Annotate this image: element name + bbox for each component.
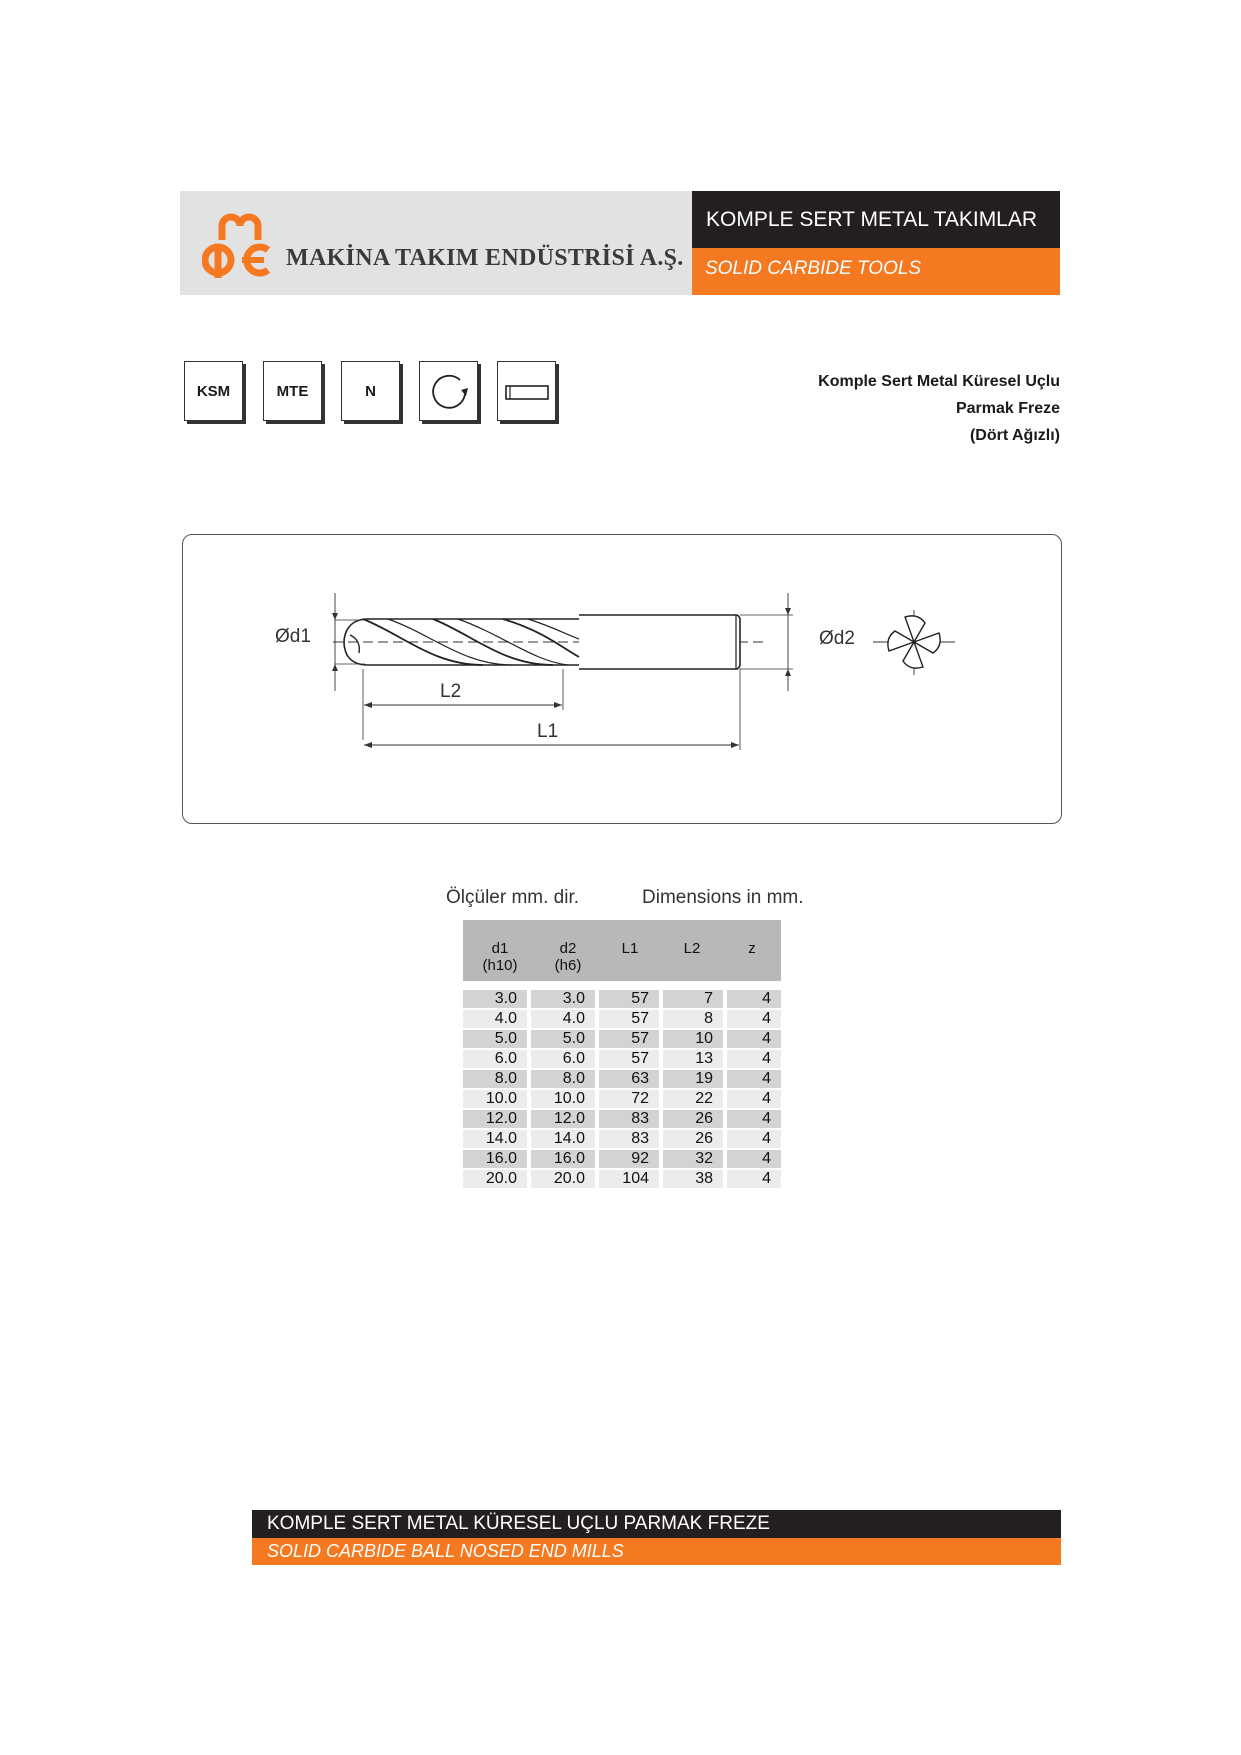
table-cell: 7	[663, 990, 723, 1008]
col-header-d2: d2 (h6)	[554, 940, 582, 974]
table-cell: 57	[599, 1030, 659, 1048]
product-title-line-1: Komple Sert Metal Küresel Uçlu	[818, 373, 1060, 390]
material-ksm-badge: KSM	[184, 361, 243, 421]
header-title-en: SOLID CARBIDE TOOLS	[692, 248, 1060, 295]
rotation-badge	[419, 361, 478, 421]
table-cell: 72	[599, 1090, 659, 1108]
table-header	[463, 920, 781, 981]
label-d2: Ød2	[819, 628, 855, 649]
table-row	[463, 1110, 781, 1130]
table-cell: 38	[663, 1170, 723, 1188]
table-row	[463, 1150, 781, 1170]
company-logo-icon	[202, 208, 272, 280]
col-header-l2: L2	[683, 940, 701, 957]
table-cell: 63	[599, 1070, 659, 1088]
table-cell: 14.0	[531, 1130, 595, 1148]
table-cell: 12.0	[463, 1110, 527, 1128]
table-cell: 4	[727, 1070, 781, 1088]
table-cell: 32	[663, 1150, 723, 1168]
table-cell: 3.0	[531, 990, 595, 1008]
company-name: MAKİNA TAKIM ENDÜSTRİSİ A.Ş.	[286, 245, 684, 271]
table-row	[463, 1030, 781, 1050]
table-row	[463, 1070, 781, 1090]
table-cell: 19	[663, 1070, 723, 1088]
shank-badge	[497, 361, 556, 421]
table-row	[463, 990, 781, 1010]
table-cell: 4	[727, 1050, 781, 1068]
table-row	[463, 1010, 781, 1030]
table-row	[463, 1130, 781, 1150]
header-banner	[180, 191, 1060, 295]
table-cell: 4	[727, 990, 781, 1008]
table-cell: 6.0	[463, 1050, 527, 1068]
cylindrical-shank-icon	[502, 376, 552, 406]
table-cell: 83	[599, 1110, 659, 1128]
table-cell: 5.0	[463, 1030, 527, 1048]
table-cell: 6.0	[531, 1050, 595, 1068]
technical-drawing	[182, 534, 1062, 824]
col-header-d1: d1 (h10)	[482, 940, 518, 974]
rotation-arrow-icon	[426, 368, 472, 414]
table-cell: 4	[727, 1110, 781, 1128]
table-cell: 4.0	[463, 1010, 527, 1028]
product-title-line-2: Parmak Freze	[955, 400, 1060, 417]
table-cell: 8.0	[463, 1070, 527, 1088]
table-row	[463, 1090, 781, 1110]
table-cell: 12.0	[531, 1110, 595, 1128]
table-cell: 4.0	[531, 1010, 595, 1028]
col-header-l1: L1	[621, 940, 639, 957]
table-cell: 26	[663, 1110, 723, 1128]
table-cell: 16.0	[463, 1150, 527, 1168]
footer-title-en: SOLID CARBIDE BALL NOSED END MILLS	[252, 1538, 1061, 1565]
table-cell: 104	[599, 1170, 659, 1188]
table-cell: 8.0	[531, 1070, 595, 1088]
table-cell: 14.0	[463, 1130, 527, 1148]
table-cell: 26	[663, 1130, 723, 1148]
units-tr: Ölçüler mm. dir.	[446, 887, 580, 908]
table-cell: 10.0	[463, 1090, 527, 1108]
table-cell: 4	[727, 1170, 781, 1188]
table-cell: 92	[599, 1150, 659, 1168]
label-d1: Ød1	[275, 626, 311, 647]
table-cell: 57	[599, 990, 659, 1008]
label-l2: L2	[440, 681, 462, 702]
table-cell: 20.0	[531, 1170, 595, 1188]
table-cell: 10.0	[531, 1090, 595, 1108]
material-mte-badge: MTE	[263, 361, 322, 421]
table-cell: 3.0	[463, 990, 527, 1008]
header-title-tr: KOMPLE SERT METAL TAKIMLAR	[692, 191, 1060, 248]
table-cell: 16.0	[531, 1150, 595, 1168]
end-view-icon	[873, 610, 955, 675]
product-title	[818, 368, 1060, 449]
table-cell: 4	[727, 1010, 781, 1028]
table-row	[463, 1170, 781, 1190]
table-cell: 57	[599, 1050, 659, 1068]
table-cell: 22	[663, 1090, 723, 1108]
table-cell: 4	[727, 1090, 781, 1108]
col-header-z: z	[748, 940, 756, 957]
end-mill-drawing	[183, 535, 1061, 823]
table-cell: 83	[599, 1130, 659, 1148]
units-en: Dimensions in mm.	[642, 887, 804, 908]
table-cell: 10	[663, 1030, 723, 1048]
table-cell: 20.0	[463, 1170, 527, 1188]
table-cell: 57	[599, 1010, 659, 1028]
footer-title-tr: KOMPLE SERT METAL KÜRESEL UÇLU PARMAK FREZE	[252, 1510, 1061, 1538]
label-l1: L1	[537, 721, 559, 742]
header-title-block	[692, 191, 1060, 295]
table-cell: 4	[727, 1030, 781, 1048]
table-cell: 4	[727, 1130, 781, 1148]
table-cell: 8	[663, 1010, 723, 1028]
table-cell: 5.0	[531, 1030, 595, 1048]
type-n-badge: N	[341, 361, 400, 421]
table-cell: 13	[663, 1050, 723, 1068]
product-title-line-3: (Dört Ağızlı)	[969, 427, 1060, 444]
table-row	[463, 1050, 781, 1070]
table-cell: 4	[727, 1150, 781, 1168]
